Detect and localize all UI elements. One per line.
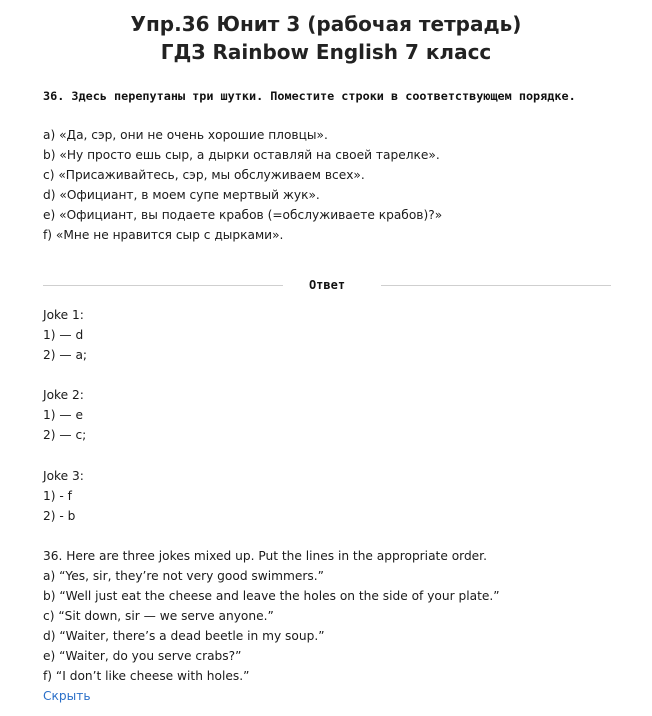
joke-answer-1 [43, 305, 87, 365]
task-statement-en: 36. Here are three jokes mixed up. Put the lines in the appropriate order. [43, 549, 487, 563]
joke-line: 1) - f [43, 489, 72, 503]
joke-title: Joke 1: [43, 308, 84, 322]
list-item: c) «Присаживайтесь, сэр, мы обслуживаем всех». [43, 168, 365, 182]
task-statement-ru: 36. Здесь перепутаны три шутки. Поместите строки в соответствующем порядке. [43, 89, 576, 103]
list-item: b) “Well just eat the cheese and leave the holes on the side of your plate.” [43, 589, 500, 603]
joke-line: 2) — c; [43, 428, 87, 442]
joke-title: Joke 2: [43, 388, 84, 402]
joke-line: 2) — a; [43, 348, 88, 362]
list-item: d) «Официант, в моем супе мертвый жук». [43, 188, 320, 202]
joke-answer-2 [43, 385, 86, 445]
page-subtitle: ГДЗ Rainbow English 7 класс [160, 40, 492, 64]
list-item: f) “I don’t like cheese with holes.” [43, 669, 250, 683]
answer-divider [43, 275, 611, 295]
lines-list-ru [43, 125, 613, 245]
lines-list-en [43, 566, 613, 686]
list-item: e) “Waiter, do you serve crabs?” [43, 649, 242, 663]
list-item: c) “Sit down, sir — we serve anyone.” [43, 609, 274, 623]
joke-line: 1) — d [43, 328, 84, 342]
joke-line: 1) — e [43, 408, 83, 422]
list-item: e) «Официант, вы подаете крабов (=обслуживаете крабов)?» [43, 208, 443, 222]
divider-rule-right [381, 285, 611, 286]
list-item: a) «Да, сэр, они не очень хорошие пловцы». [43, 128, 328, 142]
list-item: b) «Ну просто ешь сыр, а дырки оставляй на своей тарелке». [43, 148, 440, 162]
joke-line: 2) - b [43, 509, 76, 523]
list-item: a) “Yes, sir, they’re not very good swimmers.” [43, 569, 324, 583]
page-title: Упр.36 Юнит 3 (рабочая тетрадь) [130, 12, 522, 36]
list-item: f) «Мне не нравится сыр с дырками». [43, 228, 284, 242]
page-header [0, 10, 652, 66]
joke-title: Joke 3: [43, 469, 84, 483]
list-item: d) “Waiter, there’s a dead beetle in my soup.” [43, 629, 325, 643]
hide-link[interactable]: Скрыть [43, 689, 91, 703]
answer-heading: Ответ [308, 278, 346, 292]
joke-answer-3 [43, 466, 84, 526]
